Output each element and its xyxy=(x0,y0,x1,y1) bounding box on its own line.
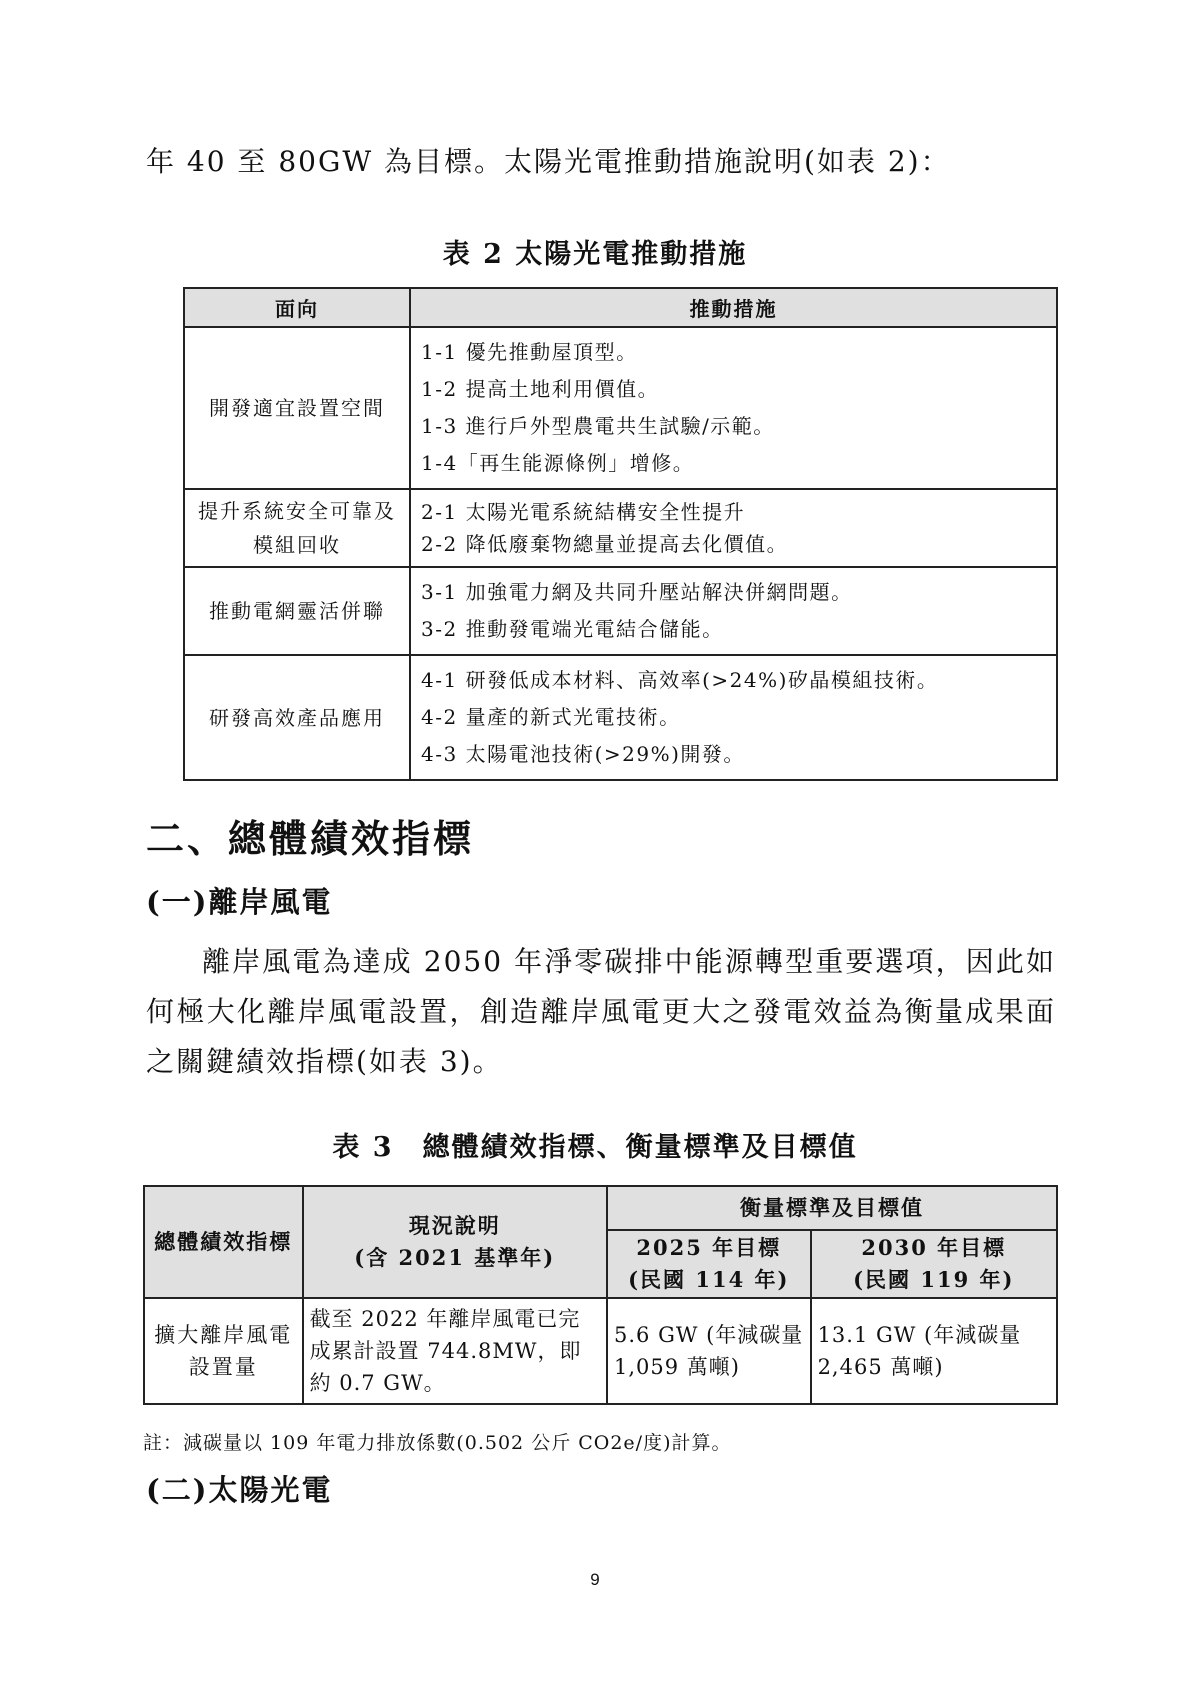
measure-item: 3-2 推動發電端光電結合儲能。 xyxy=(421,617,724,641)
table3-header-2025-line2: (民國 114 年) xyxy=(628,1267,790,1292)
subsection-heading-solar: (二)太陽光電 xyxy=(146,1473,333,1507)
table3-header-group: 衡量標準及目標值 xyxy=(607,1186,1057,1230)
table3-header-kpi: 總體績效指標 xyxy=(144,1186,303,1298)
table3-kpi-cell: 擴大離岸風電設置量 xyxy=(144,1298,303,1404)
page-number: 9 xyxy=(590,1570,600,1589)
measure-item: 1-2 提高土地利用價值。 xyxy=(421,377,660,401)
table3-header-status-line1: 現況說明 xyxy=(408,1213,501,1238)
measure-item: 1-3 進行戶外型農電共生試驗/示範。 xyxy=(421,414,775,438)
table2-measures-cell xyxy=(410,489,1057,567)
table2-header-aspect: 面向 xyxy=(184,288,410,327)
measure-item: 3-1 加強電力網及共同升壓站解決併網問題。 xyxy=(421,580,853,604)
table3-header-2025-line1: 2025 年目標 xyxy=(636,1235,782,1260)
table3-caption: 表 3 總體績效指標、衡量標準及目標值 xyxy=(332,1132,858,1163)
measure-item: 2-2 降低廢棄物總量並提高去化價值。 xyxy=(421,532,789,556)
measure-item: 4-3 太陽電池技術(>29%)開發。 xyxy=(421,742,745,766)
table3-header-row xyxy=(144,1186,1057,1230)
subsection-heading-offshore-wind: (一)離岸風電 xyxy=(146,885,333,919)
table2-measures-cell xyxy=(410,327,1057,489)
table-row xyxy=(184,567,1057,655)
measure-item: 2-1 太陽光電系統結構安全性提升 xyxy=(421,500,746,524)
table-row xyxy=(184,655,1057,780)
table3-target-2025-cell: 5.6 GW (年減碳量 1,059 萬噸) xyxy=(607,1298,811,1404)
table3-header-status xyxy=(303,1186,607,1298)
table2-aspect: 開發適宜設置空間 xyxy=(184,327,410,489)
table3-header-2025 xyxy=(607,1230,811,1298)
table2-aspect: 推動電網靈活併聯 xyxy=(184,567,410,655)
table3-header-status-line2: (含 2021 基準年) xyxy=(354,1245,556,1270)
table2-aspect: 提升系統安全可靠及模組回收 xyxy=(184,489,410,567)
table3-status-cell: 截至 2022 年離岸風電已完成累計設置 744.8MW，即約 0.7 GW。 xyxy=(303,1298,607,1404)
section-heading: 二、總體績效指標 xyxy=(146,816,475,861)
table3-header-2030-line2: (民國 119 年) xyxy=(853,1267,1015,1292)
table2-measures-cell xyxy=(410,567,1057,655)
table3-header-2030 xyxy=(811,1230,1057,1298)
table-row xyxy=(144,1298,1057,1404)
measure-item: 4-2 量產的新式光電技術。 xyxy=(421,705,681,729)
intro-text: 年 40 至 80GW 為目標。太陽光電推動措施說明(如表 2)： xyxy=(146,145,951,178)
table-row xyxy=(184,327,1057,489)
measure-item: 1-1 優先推動屋頂型。 xyxy=(421,340,638,364)
table2-solar-measures xyxy=(183,287,1058,781)
table-row xyxy=(184,489,1057,567)
table2-caption: 表 2 太陽光電推動措施 xyxy=(442,239,748,270)
measure-item: 4-1 研發低成本材料、高效率(>24%)矽晶模組技術。 xyxy=(421,668,939,692)
table3-kpi xyxy=(143,1185,1058,1405)
measure-item: 1-4「再生能源條例」增修。 xyxy=(421,451,695,475)
table2-measures-cell xyxy=(410,655,1057,780)
table3-header-2030-line1: 2030 年目標 xyxy=(861,1235,1007,1260)
table2-aspect: 研發高效產品應用 xyxy=(184,655,410,780)
table3-target-2030-cell: 13.1 GW (年減碳量 2,465 萬噸) xyxy=(811,1298,1057,1404)
table-note: 註：減碳量以 109 年電力排放係數(0.502 公斤 CO2e/度)計算。 xyxy=(143,1432,732,1454)
table2-header-measures: 推動措施 xyxy=(410,288,1057,327)
table2-header-row xyxy=(184,288,1057,327)
body-paragraph: 離岸風電為達成 2050 年淨零碳排中能源轉型重要選項，因此如何極大化離岸風電設置，創造離岸風電更大之發電效益為衡量成果面之關鍵績效指標(如表 3)。 xyxy=(146,945,1056,1078)
